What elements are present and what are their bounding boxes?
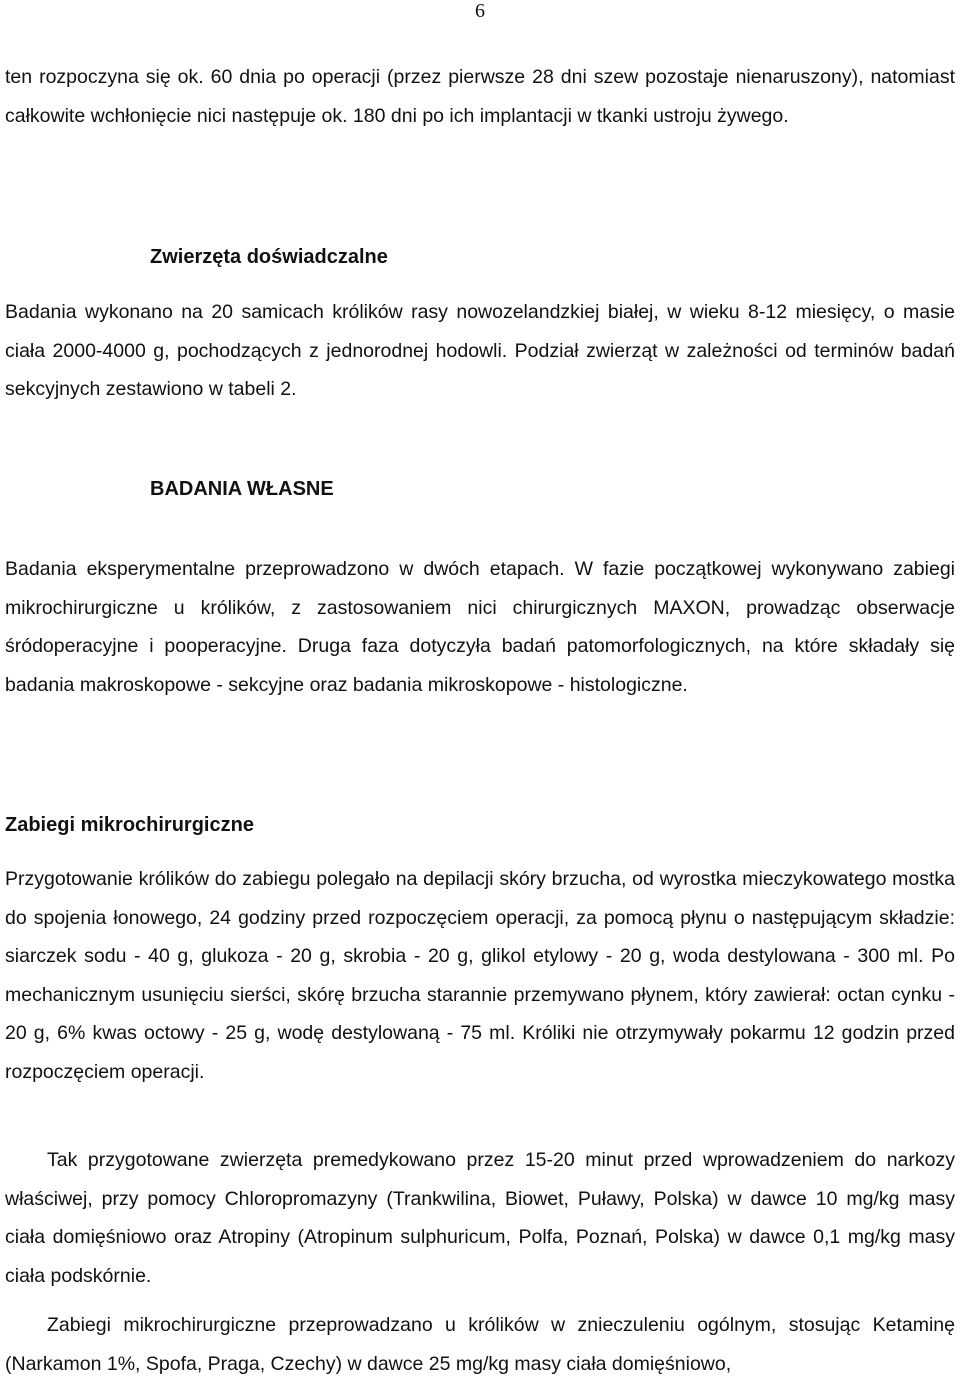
microsurgery-paragraph-1: Przygotowanie królików do zabiegu polegało na depilacji skóry brzucha, od wyrostka mieczykowatego mostka do spojenia łonowego, 24 godziny przed rozpoczęciem operacji, za pomocą płynu o następującym składzie: siarczek sodu - 40 g, glukoza - 20 g, skrobia - 20 g, glikol etylowy - 20 g, woda destylowana - 300 ml. Po mechanicznym usunięciu sierści, skórę brzucha starannie przemywano płynem, który zawierał: octan cynku - 20 g, 6% kwas octowy - 25 g, wodę destylowaną - 75 ml. Króliki nie otrzymywały pokarmu 12 godzin przed rozpoczęciem operacji.	[5, 868, 955, 1083]
page-number: 6	[475, 0, 485, 22]
microsurgery-paragraph-3: Zabiegi mikrochirurgiczne przeprowadzano u królików w znieczuleniu ogólnym, stosując Ketaminę (Narkamon 1%, Spofa, Praga, Czechy) w dawce 25 mg/kg masy ciała domięśniowo,	[5, 1314, 955, 1375]
animals-paragraph: Badania wykonano na 20 samicach królików rasy nowozelandzkiej białej, w wieku 8-12 miesięcy, o masie ciała 2000-4000 g, pochodzących z jednorodnej hodowli. Podział zwierząt w zależności od terminów badań sekcyjnych zestawiono w tabeli 2.	[5, 301, 955, 400]
own-research-paragraph: Badania eksperymentalne przeprowadzono w dwóch etapach. W fazie początkowej wykonywano zabiegi mikrochirurgiczne u królików, z zastosowaniem nici chirurgicznych MAXON, prowadząc obserwacje śródoperacyjne i pooperacyjne. Druga faza dotyczyła badań patomorfologicznych, na które składały się badania makroskopowe - sekcyjne oraz badania mikroskopowe - histologiczne.	[5, 558, 955, 696]
intro-paragraph: ten rozpoczyna się ok. 60 dnia po operacji (przez pierwsze 28 dni szew pozostaje nienaruszony), natomiast całkowite wchłonięcie nici następuje ok. 180 dni po ich implantacji w tkanki ustroju żywego.	[5, 66, 955, 127]
section-heading-own-research: BADANIA WŁASNE	[150, 478, 334, 500]
microsurgery-paragraph-2: Tak przygotowane zwierzęta premedykowano przez 15-20 minut przed wprowadzeniem do narkozy właściwej, przy pomocy Chloropromazyny (Trankwilina, Biowet, Puławy, Polska) w dawce 10 mg/kg masy ciała domięśniowo oraz Atropiny (Atropinum sulphuricum, Polfa, Poznań, Polska) w dawce 0,1 mg/kg masy ciała podskórnie.	[5, 1149, 955, 1287]
section-heading-animals: Zwierzęta doświadczalne	[150, 246, 388, 268]
section-heading-microsurgery: Zabiegi mikrochirurgiczne	[5, 814, 254, 836]
